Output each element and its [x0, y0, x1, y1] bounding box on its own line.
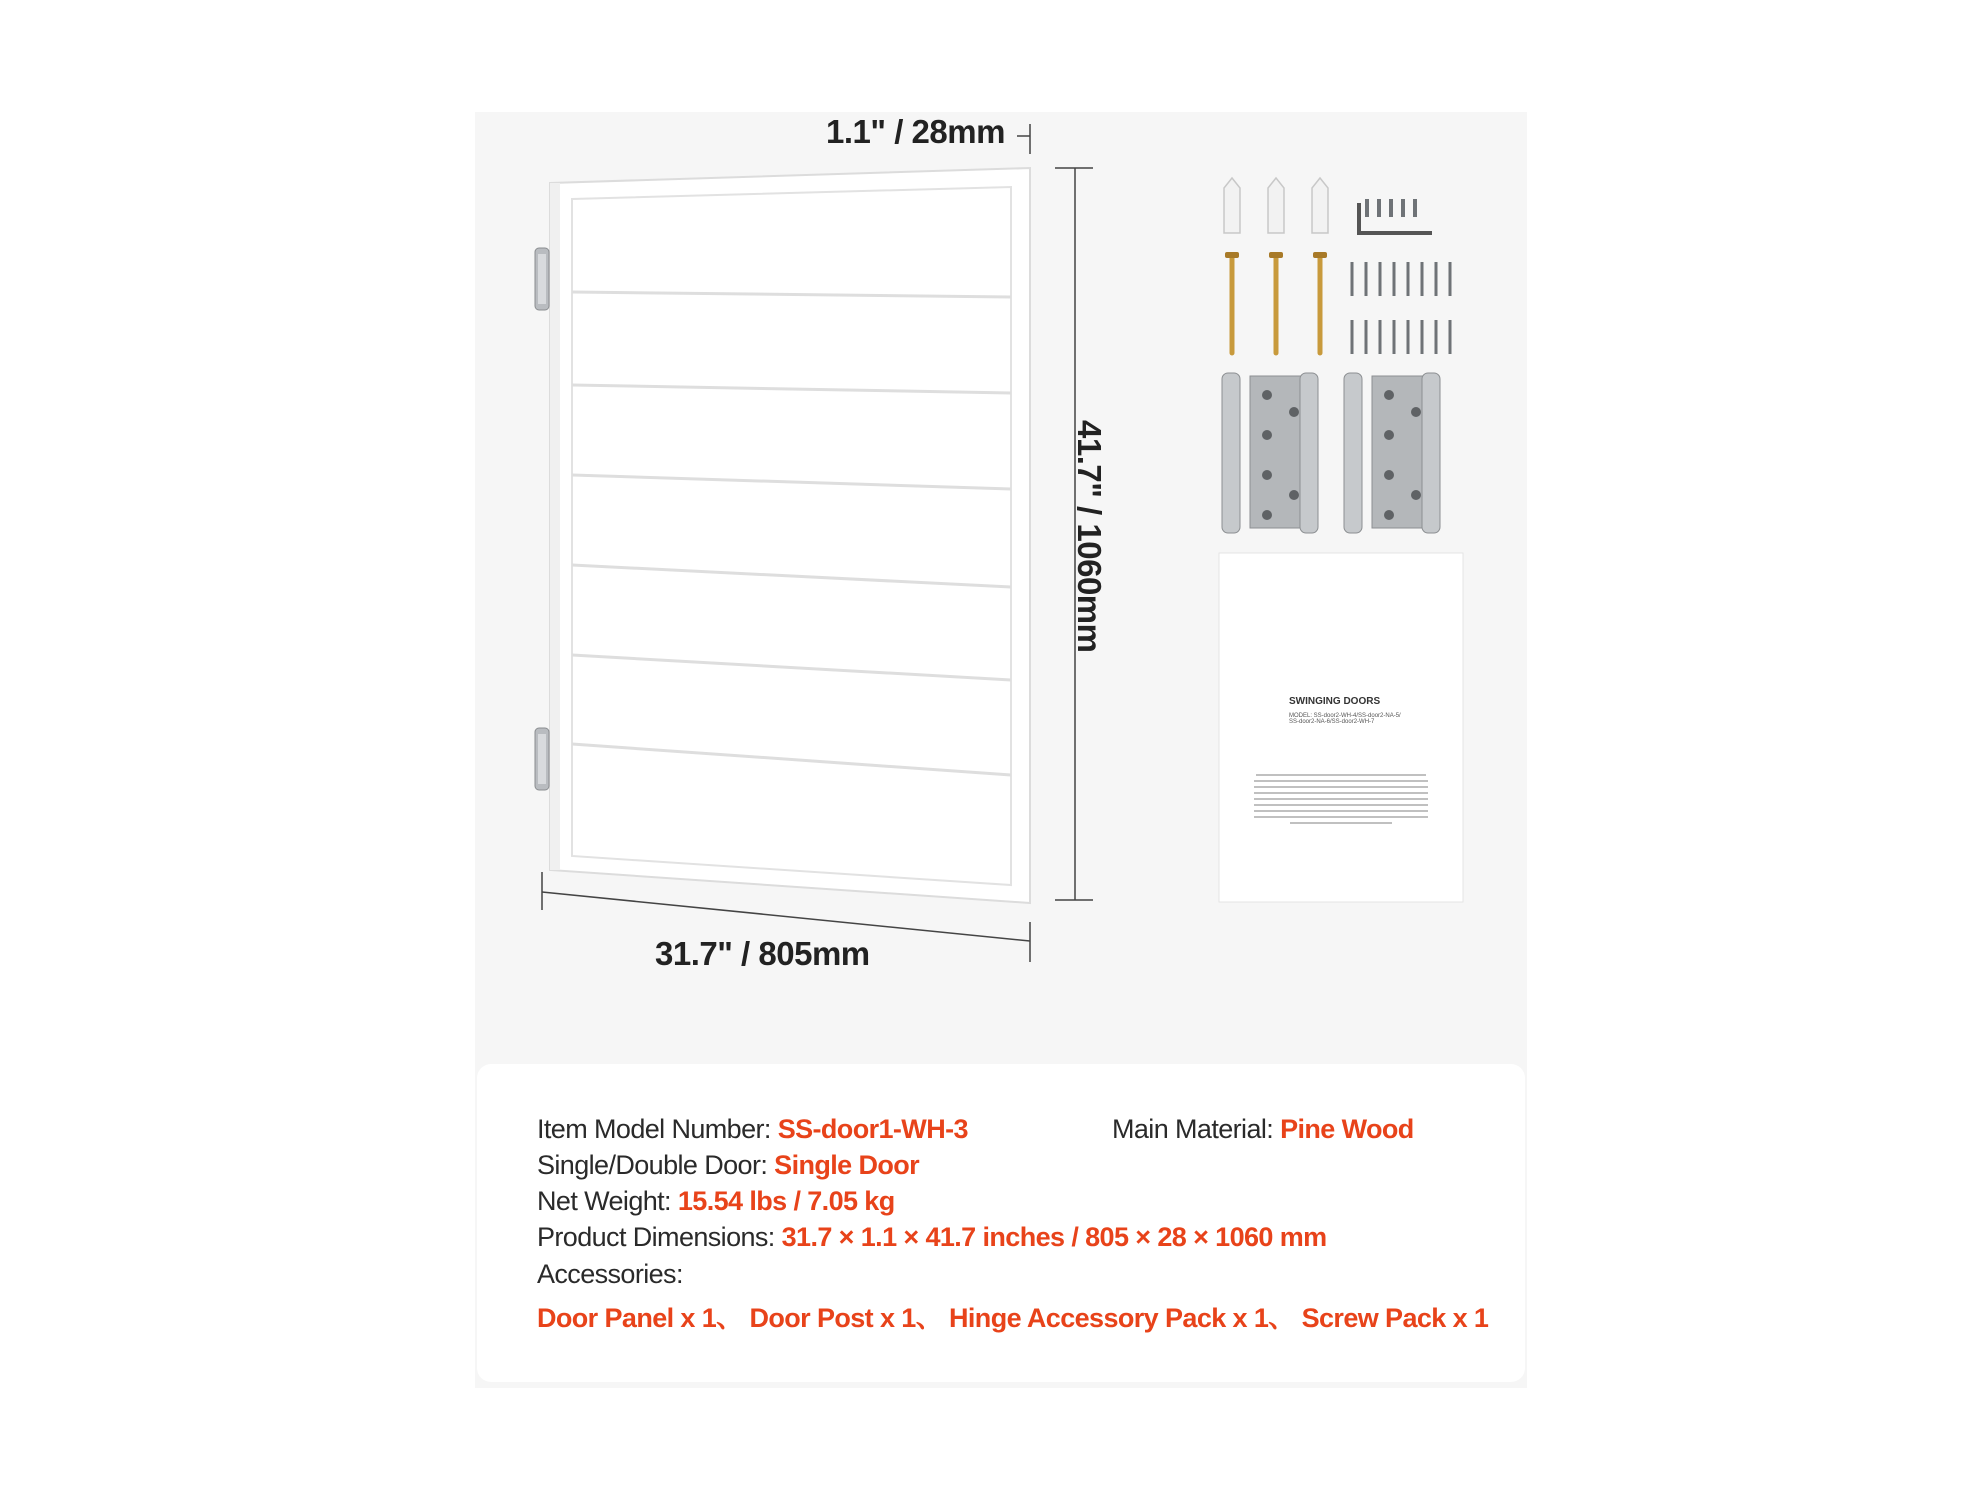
door-panel — [550, 168, 1030, 903]
manual-title: SWINGING DOORS — [1289, 696, 1381, 707]
spring-hinge-left — [1222, 373, 1318, 533]
spec-weight-value: 15.54 lbs / 7.05 kg — [677, 1186, 895, 1216]
manual-model-line-1: MODEL: SS-door2-WH-4/SS-door2-NA-5/ — [1289, 713, 1401, 719]
allen-key — [1359, 203, 1432, 233]
spring-hinge-right — [1344, 373, 1440, 533]
machine-screws — [1352, 262, 1450, 354]
wood-screws — [1232, 256, 1320, 353]
spec-material-value: Pine Wood — [1280, 1114, 1414, 1144]
spec-model-label: Item Model Number: — [537, 1114, 771, 1144]
spec-weight-label: Net Weight: — [537, 1186, 671, 1216]
manual-model-line — [1289, 713, 1401, 725]
wall-anchors — [1224, 178, 1328, 233]
depth-dimension-line — [1017, 124, 1030, 154]
spec-weight — [537, 1186, 895, 1217]
door-hinge-top — [535, 248, 549, 310]
width-label: 31.7" / 805mm — [655, 935, 870, 972]
small-screws — [1365, 199, 1417, 217]
depth-label: 1.1" / 28mm — [826, 113, 1005, 150]
spec-accessories-list: Door Panel x 1、 Door Post x 1、 Hinge Accessory Pack x 1、 Screw Pack x 1 — [537, 1303, 1489, 1333]
spec-dimensions — [537, 1222, 1327, 1253]
door-hinge-bottom — [535, 728, 549, 790]
spec-accessories-value — [537, 1296, 1488, 1335]
spec-accessories-label: Accessories: — [537, 1259, 683, 1289]
spec-dimensions-value: 31.7 × 1.1 × 41.7 inches / 805 × 28 × 1060 mm — [781, 1222, 1327, 1252]
manual-model-line-2: SS-door2-NA-6/SS-door2-WH-7 — [1289, 719, 1375, 725]
spec-dimensions-label: Product Dimensions: — [537, 1222, 775, 1252]
spec-door-type — [537, 1150, 919, 1181]
spec-model — [537, 1114, 968, 1145]
instruction-manual — [1219, 553, 1463, 902]
spec-material-label: Main Material: — [1112, 1114, 1274, 1144]
spec-door-type-value: Single Door — [774, 1150, 920, 1180]
height-label: 41.7" / 1060mm — [1071, 420, 1108, 653]
spec-door-type-label: Single/Double Door: — [537, 1150, 768, 1180]
spec-material — [1112, 1114, 1414, 1145]
spec-model-value: SS-door1-WH-3 — [777, 1114, 968, 1144]
